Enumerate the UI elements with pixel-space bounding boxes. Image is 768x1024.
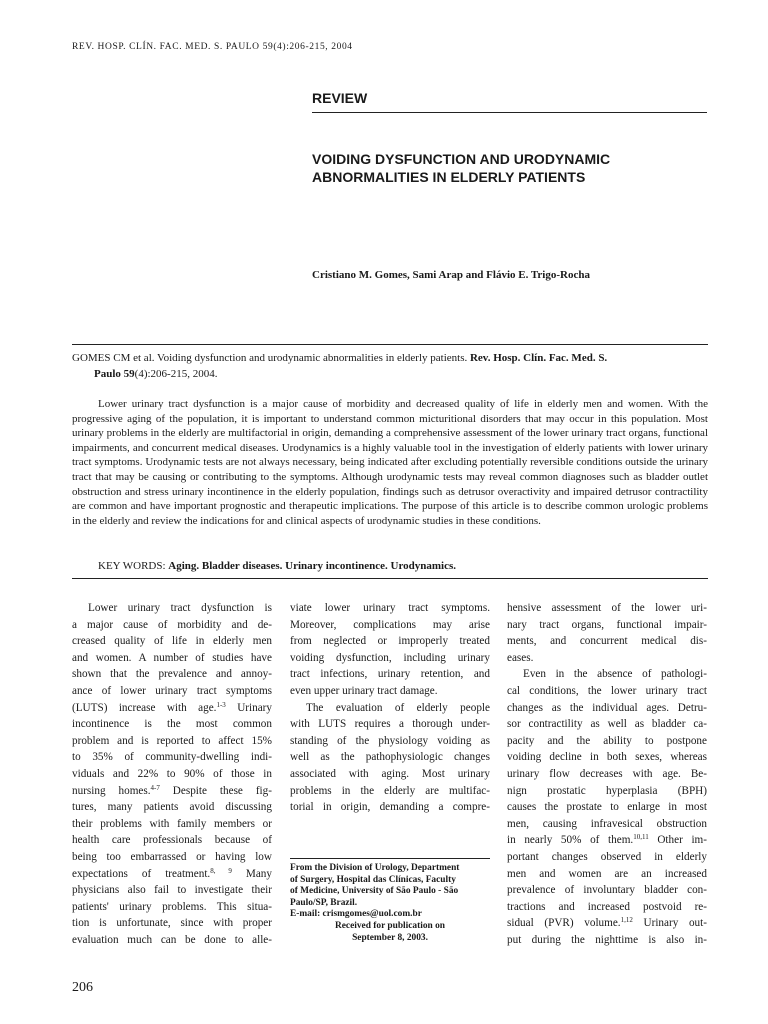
text-line: Even in the absence of pathologi- bbox=[523, 668, 707, 681]
footnote-line: September 8, 2003. bbox=[352, 932, 428, 943]
text-line: The evaluation of elderly people bbox=[306, 701, 490, 714]
text-line: voiding decline in both sexes, whereas bbox=[507, 751, 707, 764]
citation-journal: Rev. Hosp. Clín. Fac. Med. S. bbox=[469, 352, 608, 364]
text-line: viduals and 22% to 90% of those in bbox=[72, 767, 272, 780]
text-line: prevalence of involuntary bladder con- bbox=[507, 884, 707, 897]
article-title bbox=[312, 150, 712, 186]
text-line: standing of the physiology voiding as bbox=[290, 734, 490, 747]
author-email[interactable]: E-mail: crismgomes@uol.com.br bbox=[290, 909, 422, 920]
affiliation-footnote bbox=[290, 858, 490, 944]
text-line: voiding dysfunction, including urinary bbox=[290, 651, 490, 664]
keywords-label: KEY WORDS: bbox=[98, 560, 169, 572]
section-heading: REVIEW bbox=[312, 90, 707, 113]
citation-journal-vol: Paulo 59 bbox=[94, 368, 135, 380]
text-line: well as the pathophysiologic changes bbox=[290, 751, 490, 764]
text-line: being too embarrassed or having low bbox=[72, 850, 272, 863]
text-line: tractions and increased postvoid re- bbox=[507, 900, 707, 913]
footnote-line: Received for publication on bbox=[335, 920, 445, 931]
text-line: expectations of treatment.$^{8, 9}$ Many bbox=[72, 866, 272, 880]
text-line: tion is unfortunate, since with proper bbox=[72, 917, 272, 930]
text-line: ance of lower urinary tract symptoms bbox=[72, 684, 272, 697]
keywords bbox=[72, 560, 708, 579]
text-line: pacity and the ability to postpone bbox=[507, 734, 707, 747]
text-line: a major cause of morbidity and de- bbox=[72, 618, 272, 631]
text-line: nursing homes.$^{4-7}$ Despite these fig- bbox=[72, 783, 272, 797]
footnote-line: Paulo/SP, Brazil. bbox=[290, 897, 358, 908]
text-line: Lower urinary tract dysfunction is bbox=[88, 602, 272, 614]
text-line: portant changes observed in elderly bbox=[507, 850, 707, 863]
text-line: (LUTS) increase with age.$^{1-3}$ Urinary bbox=[72, 700, 272, 714]
text-line: from neglected or improperly treated bbox=[290, 635, 490, 648]
text-line: evaluation much can be done to alle- bbox=[72, 933, 272, 946]
text-line: creased quality of life in elderly men bbox=[72, 635, 272, 648]
text-line: men and women are an increased bbox=[507, 867, 707, 880]
body-column-2 bbox=[290, 600, 490, 816]
text-line: shown that the prevalence and annoy- bbox=[72, 668, 272, 681]
text-line: problems in the elderly are multifac- bbox=[290, 784, 490, 797]
text-line: causes the prostate to enlarge in most bbox=[507, 801, 707, 814]
text-line: cal conditions, the lower urinary tract bbox=[507, 684, 707, 697]
text-line: their problems with family members or bbox=[72, 817, 272, 830]
body-column-3 bbox=[507, 600, 707, 948]
body-column-1 bbox=[72, 600, 272, 948]
text-line: sor contractility as well as bladder ca- bbox=[507, 718, 707, 731]
text-line: health care professionals because of bbox=[72, 834, 272, 847]
text-line: and women. A number of studies have bbox=[72, 651, 272, 664]
text-line: in nearly 50% of them.$^{10,11}$ Other im- bbox=[507, 833, 707, 847]
text-line: patients' urinary problems. This situa- bbox=[72, 900, 272, 913]
text-line: even upper urinary tract damage. bbox=[290, 684, 438, 697]
text-line: Moreover, complications may arise bbox=[290, 618, 490, 631]
text-line: nign prostatic hyperplasia (BPH) bbox=[507, 784, 707, 797]
text-line: men, causing infravesical obstruction bbox=[507, 817, 707, 830]
footnote-line: of Medicine, University of São Paulo - São bbox=[290, 886, 459, 897]
title-line: ABNORMALITIES IN ELDERLY PATIENTS bbox=[312, 169, 586, 185]
text-line: nary tract organs, functional impair- bbox=[507, 618, 707, 631]
authors: Cristiano M. Gomes, Sami Arap and Flávio E. Trigo-Rocha bbox=[312, 269, 590, 281]
page-number: 206 bbox=[72, 980, 93, 995]
text-line: with LUTS requires a thorough under- bbox=[290, 718, 490, 731]
citation bbox=[72, 344, 708, 382]
text-line: problem and is reported to affect 15% bbox=[72, 734, 272, 747]
text-line: associated with aging. Most urinary bbox=[290, 767, 490, 780]
text-line: put during the nighttime is also in- bbox=[507, 933, 707, 946]
text-line: viate lower urinary tract symptoms. bbox=[290, 602, 490, 614]
abstract: Lower urinary tract dysfunction is a major cause of morbidity and decreased quality of life in elderly men and women. With the progressive aging of the population, it is important to understand common micturitional disorders that may occur in this population. Most urinary problems in the elderly are multifactorial in origin, demanding a comprehensive assessment of the lower urinary tract organs, functional impairments, and concurrent medical diseases. Urodynamics is a highly valuable tool in the investigation of elderly patients with lower urinary tract symptoms. Urodynamic tests are not always necessary, being indicated after excluding potentially reversible conditions outside the urinary tract that may be causing or contributing to the symptoms. Although urodynamic tests may reveal common diagnoses such as bladder outlet obstruction and stress urinary incontinence in the elderly population, findings such as detrusor overactivity and impaired detrusor contractility are common and have important prognostic and therapeutic implications. The purpose of this article is to describe common urologic problems in the elderly and review the indications for and clinical aspects of urodynamic studies in these conditions. bbox=[72, 398, 708, 527]
citation-text: GOMES CM et al. Voiding dysfunction and urodynamic abnormalities in elderly patients. bbox=[72, 352, 470, 364]
text-line: tract infections, urinary retention, and bbox=[290, 668, 490, 681]
running-head: REV. HOSP. CLÍN. FAC. MED. S. PAULO 59(4):206-215, 2004 bbox=[72, 42, 353, 52]
keywords-value: Aging. Bladder diseases. Urinary incontinence. Urodynamics. bbox=[168, 560, 457, 572]
footnote-line: From the Division of Urology, Department bbox=[290, 863, 460, 873]
footnote-line: of Surgery, Hospital das Clínicas, Faculty bbox=[290, 874, 456, 885]
citation-pages: (4):206-215, 2004. bbox=[134, 368, 218, 380]
title-line: VOIDING DYSFUNCTION AND URODYNAMIC bbox=[312, 151, 611, 167]
text-line: to 35% of community-dwelling indi- bbox=[72, 751, 272, 764]
text-line: torial in origin, demanding a compre- bbox=[290, 801, 490, 814]
text-line: incontinence is the most common bbox=[72, 718, 272, 731]
text-line: tures, many patients avoid discussing bbox=[72, 801, 272, 814]
text-line: hensive assessment of the lower uri- bbox=[507, 602, 707, 614]
text-line: changes as the individual ages. Detru- bbox=[507, 701, 707, 714]
text-line: sidual (PVR) volume.$^{1,12}$ Urinary out- bbox=[507, 916, 707, 930]
text-line: urinary flow decreases with age. Be- bbox=[507, 767, 707, 780]
text-line: eases. bbox=[507, 651, 534, 664]
text-line: ments, and concurrent medical dis- bbox=[507, 635, 707, 648]
text-line: physicians also fail to investigate their bbox=[72, 884, 272, 897]
